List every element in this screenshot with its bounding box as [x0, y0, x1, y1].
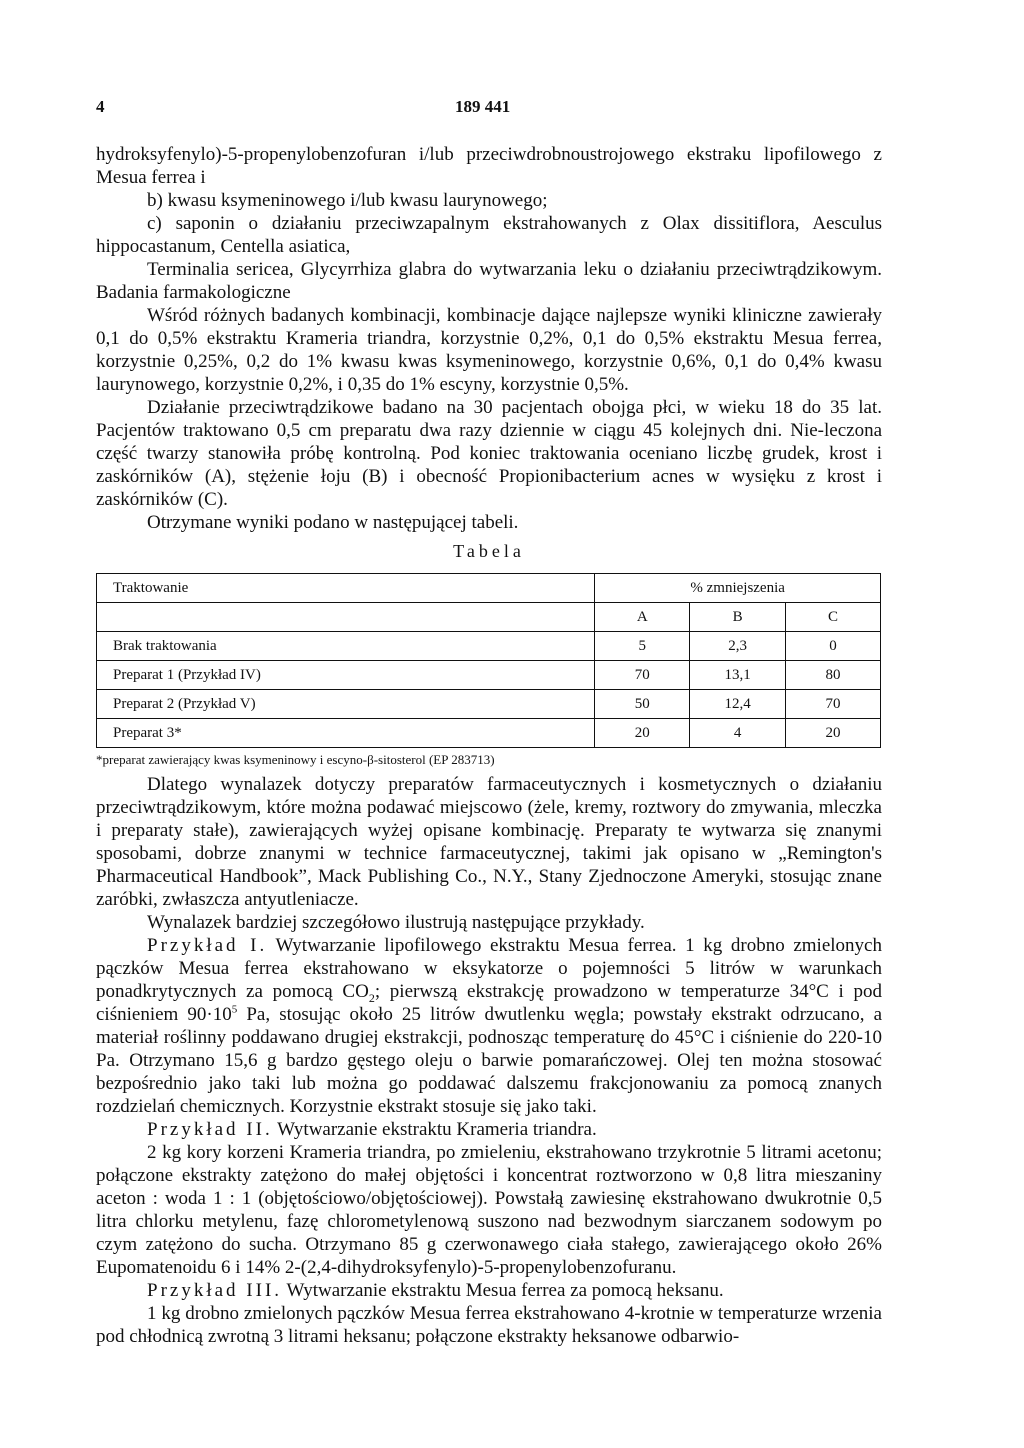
- example-1-label: Przykład I.: [147, 935, 268, 956]
- document-body: [96, 143, 882, 1348]
- table-header-row: [97, 574, 881, 603]
- example-2-title: Wytwarzanie ekstraktu Krameria triandra.: [277, 1119, 597, 1140]
- example-1-superscript: 5: [231, 1003, 238, 1016]
- results-table: [96, 573, 881, 748]
- row-label: Brak traktowania: [97, 632, 595, 661]
- cell-a: 50: [595, 690, 690, 719]
- example-1-text-c: Pa, stosując około 25 litrów dwutlenku węgla; powstały ekstrakt odrzucano, a materiał roślinny poddawano drugiej ekstrakcji, podnosząc temperaturę do 45°C i ciśnienie do 220-10 Pa. Otrzymano 15,6 g bardzo gęstego oleju o barwie pomarańczowej. Olej ten można stosować bezpośrednio jako taki lub można go poddawać dalszemu frakcjonowaniu za pomocą znanych rozdzielań chemicznych. Korzystnie ekstrakt stosuje się jako taki.: [96, 1004, 882, 1117]
- table-row: [97, 661, 881, 690]
- example-3-body: 1 kg drobno zmielonych pączków Mesua ferrea ekstrahowano 4-krotnie w temperaturze wrzenia pod chłodnicą zwrotną 3 litrami heksanu; połączone ekstrakty heksanowe odbarwio-: [96, 1303, 882, 1347]
- table-row: [97, 632, 881, 661]
- page-number: 4: [96, 97, 105, 116]
- cell-a: 5: [595, 632, 690, 661]
- example-1-subscript: 2: [368, 990, 375, 1005]
- cell-c: 70: [786, 690, 881, 719]
- col-header-c: C: [786, 603, 881, 632]
- example-3-title: Wytwarzanie ekstraktu Mesua ferrea za pomocą heksanu.: [286, 1280, 724, 1301]
- cell-c: 0: [786, 632, 881, 661]
- cell-c: 80: [786, 661, 881, 690]
- example-2-label: Przykład II.: [147, 1119, 273, 1140]
- cell-b: 2,3: [690, 632, 786, 661]
- example-2-heading: [96, 1118, 882, 1141]
- table-row: [97, 719, 881, 748]
- paragraph-examples-intro: Wynalazek bardziej szczegółowo ilustrują następujące przykłady.: [147, 912, 645, 933]
- col-header-a: A: [595, 603, 690, 632]
- paragraph-terminalia: Terminalia sericea, Glycyrrhiza glabra do wytwarzania leku o działaniu przeciwtrądzikowym. Badania farmakologiczne: [96, 259, 882, 303]
- row-label: Preparat 3*: [97, 719, 595, 748]
- header-treatment: Traktowanie: [97, 574, 595, 603]
- paragraph-results-intro: Otrzymane wyniki podano w następującej tabeli.: [147, 512, 519, 533]
- example-2-body: 2 kg kory korzeni Krameria triandra, po zmieleniu, ekstrahowano trzykrotnie 5 litrami acetonu; połączone ekstrakty zatężono do małej objętości i koncentrat roztworzono w 0,8 litra mieszaniny aceton : woda 1 : 1 (objętościowo/objętościowej). Powstałą zawiesinę ekstrahowano dwukrotnie 0,5 litra chlorku metylenu, fazę chlorometylenową suszono nad bezwodnym siarczanem sodowym po czym zatężono do sucha. Otrzymano 85 g czerwonawego ciała stałego, zawierającego około 26% Eupomatenoidu 6 i 14% 2-(2,4-dihydroksyfenylo)-5-propenylobenzofuranu.: [96, 1142, 882, 1278]
- example-1-text-b: ; pierwszą ekstrakcję prowadzono w temperaturze 34°C i pod ciśnieniem 90·10: [96, 981, 883, 1025]
- paragraph-study: Działanie przeciwtrądzikowe badano na 30 pacjentach obojga płci, w wieku 18 do 35 lat. Pacjentów traktowano 0,5 cm preparatu dwa razy dziennie w ciągu 45 kolejnych dni. Nie-leczona część twarzy stanowiła próbę kontrolną. Pod koniec traktowania oceniano liczbę grudek, krost i zaskórników (A), stężenie łoju (B) i obecność Propionibacterium acnes w wysięku z krost i zaskórników (C).: [96, 397, 882, 510]
- table-footnote: *preparat zawierający kwas ksymeninowy i escyno-β-sitosterol (EP 283713): [96, 752, 495, 767]
- paragraph-item-b: b) kwasu ksymeninowego i/lub kwasu laurynowego;: [147, 190, 548, 211]
- cell-a: 20: [595, 719, 690, 748]
- example-3-heading: [96, 1279, 882, 1302]
- table-row: [97, 690, 881, 719]
- paragraph-continuation: hydroksyfenylo)-5-propenylobenzofuran i/lub przeciwdrobnoustrojowego ekstraku lipofilowego z Mesua ferrea i: [96, 144, 882, 188]
- header-reduction: % zmniejszenia: [595, 574, 881, 603]
- col-header-b: B: [690, 603, 786, 632]
- table-subheader-row: [97, 603, 881, 632]
- row-label: Preparat 2 (Przykład V): [97, 690, 595, 719]
- cell-a: 70: [595, 661, 690, 690]
- cell-b: 12,4: [690, 690, 786, 719]
- row-label: Preparat 1 (Przykład IV): [97, 661, 595, 690]
- empty-cell: [97, 603, 595, 632]
- paragraph-invention: Dlatego wynalazek dotyczy preparatów farmaceutycznych i kosmetycznych o działaniu przeciwtrądzikowym, które można podawać miejscowo (żele, kremy, roztwory do zmywania, mleczka i preparaty stałe), zawierających wyżej opisane kombinację. Preparaty te wytwarza się znanymi sposobami, dobrze znanymi w technice farmaceutycznej, takimi jak opisano w „Remington's Pharmaceutical Handbook”, Mack Publishing Co., N.Y., Stany Zjednoczone Ameryki, stosując znane zaróbki, zwłaszcza antyutleniacze.: [96, 774, 882, 910]
- paragraph-combinations: Wśród różnych badanych kombinacji, kombinacje dające najlepsze wyniki kliniczne zawierały 0,1 do 0,5% ekstraktu Krameria triandra, korzystnie 0,2%, 0,1 do 0,5% ekstraktu Mesua ferrea, korzystnie 0,25%, 0,2 do 1% kwasu kwas ksymeninowego, korzystnie 0,6%, 0,1 do 0,4% kwasu laurynowego, korzystnie 0,2%, i 0,35 do 1% escyny, korzystnie 0,5%.: [96, 305, 882, 395]
- cell-b: 13,1: [690, 661, 786, 690]
- example-1-text-a: Wytwarzanie lipofilowego ekstraktu Mesua ferrea. 1 kg drobno zmielonych pączków Mesua ferrea ekstrahowano w eksykatorze o pojemności 5 litrów w warunkach ponadkrytycznych za pomocą CO: [96, 935, 882, 1002]
- cell-b: 4: [690, 719, 786, 748]
- paragraph-item-c: c) saponin o działaniu przeciwzapalnym ekstrahowanych z Olax dissitiflora, Aesculus hippocastanum, Centella asiatica,: [96, 213, 882, 257]
- document-number: 189 441: [455, 97, 511, 116]
- cell-c: 20: [786, 719, 881, 748]
- table-title: Tabela: [453, 541, 525, 561]
- example-1: [96, 934, 882, 1118]
- example-3-label: Przykład III.: [147, 1280, 283, 1301]
